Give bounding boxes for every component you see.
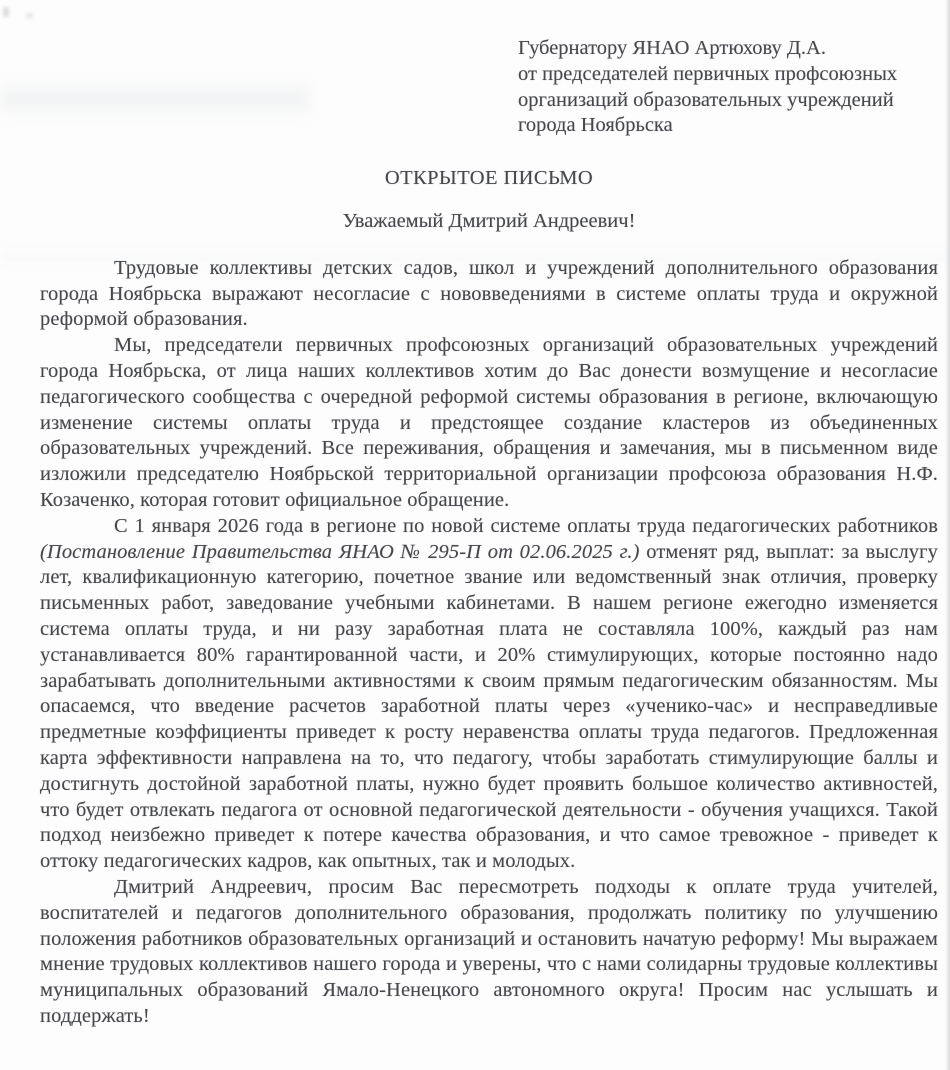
recipient-block: [518, 36, 938, 139]
letter-content: [40, 0, 938, 1030]
recipient-line-city: города Ноябрьска: [518, 114, 673, 137]
recipient-line-governor: Губернатору ЯНАО Артюхову Д.А.: [518, 37, 826, 59]
paragraph: [40, 333, 938, 514]
salutation: Уважаемый Дмитрий Андреевич!: [342, 209, 636, 232]
text-run: Мы, председатели первичных профсоюзных организаций образовательных учреждений города Ноябрьска, от лица наших коллективов хотим до Вас донести возмущение и несогласие педагогического сообщества с очередной реформой системы образования в регионе, включающую изменение системы оплаты труда и предстоящее создание кластеров из объединенных образовательных учреждений. Все переживания, обращения и замечания, мы в письменном виде изложили председателю Ноябрьской территориальной организации профсоюза образования Н.Ф. Козаченко, которая готовит официальное обращение.: [40, 334, 938, 511]
text-run-italic: (Постановление Правительства ЯНАО № 295-П от 02.06.2025 г.): [40, 540, 640, 563]
recipient-line-from: от председателей первичных профсоюзных: [518, 62, 898, 85]
paragraph: [40, 875, 938, 1030]
text-run: С 1 января 2026 года в регионе по новой системе оплаты труда педагогических работников: [114, 514, 938, 537]
scan-artifact-speck: [3, 7, 9, 17]
scan-artifact-speck: [26, 13, 33, 18]
recipient-line-orgs: организаций образовательных учреждений: [518, 88, 894, 111]
text-run: Дмитрий Андреевич, просим Вас пересмотреть подходы к оплате труда учителей, воспитателей и педагогов дополнительного образования, продолжать политику по улучшению положения работников образовательных организаций и остановить начатую реформу! Мы выражаем мнение трудовых коллективов нашего города и уверены, что с нами солидарны трудовые коллективы муниципальных образований Ямало-Ненецкого автономного округа! Просим нас услышать и поддержать!: [40, 875, 938, 1027]
paragraph: [40, 256, 938, 333]
letter-title: ОТКРЫТОЕ ПИСЬМО: [384, 167, 594, 190]
text-run: отменят ряд, выплат: за выслугу лет, квалификационную категорию, почетное звание или ведомственный знак отличия, проверку письменных работ, заведование учебными кабинетами. В нашем регионе ежегодно изменяется система оплаты труда, и ни разу заработная плата не составляла 100%, каждый раз нам устанавливается 80% гарантированной части, и 20% стимулирующих, которые постоянно надо зарабатывать дополнительными активностями к своим прямым педагогическим обязанностям. Мы опасаемся, что введение расчетов заработной платы через «ученико-час» и несправедливые предметные коэффициенты приведет к росту неравенства оплаты труда педагогов. Предложенная карта эффективности направлена на то, что педагогу, чтобы заработать стимулирующие баллы и достигнуть достойной заработной платы, нужно будет проявить большое количество активностей, что будет отвлекать педагога от основной педагогической деятельности - обучения учащихся. Такой подход неизбежно приведет к потере качества образования, и что самое тревожное - приведет к оттоку педагогических кадров, как опытных, так и молодых.: [40, 540, 938, 873]
scan-edge-shadow: [945, 0, 950, 1070]
letter-body: [40, 256, 938, 1030]
paragraph: [40, 514, 938, 875]
text-run: Трудовые коллективы детских садов, школ и учреждений дополнительного образования города Ноябрьска выражают несогласие с нововведениями в системе оплаты труда и окружной реформой образования.: [40, 256, 938, 331]
